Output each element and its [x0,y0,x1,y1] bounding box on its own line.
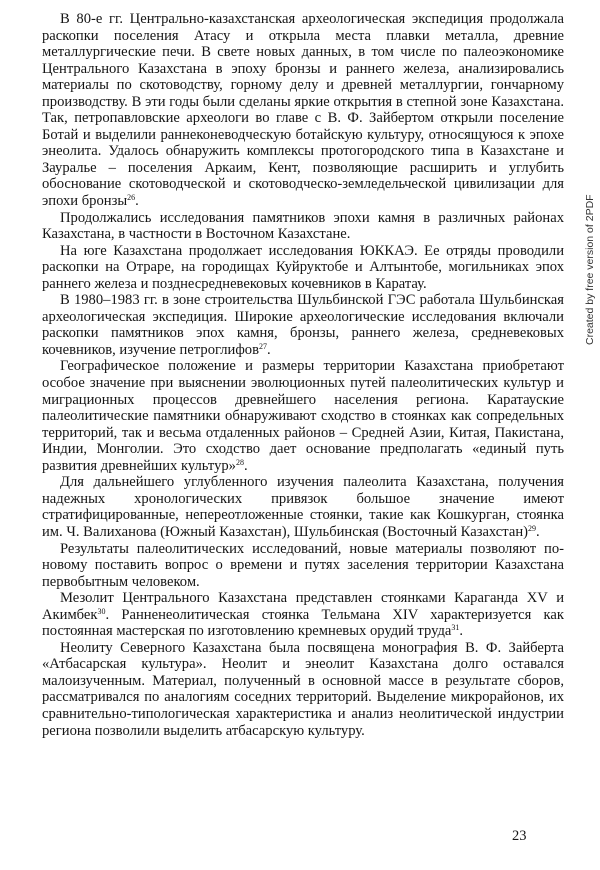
paragraph-3: На юге Казахстана продолжает исследования ЮККАЭ. Ее отряды проводили раскопки на Отраре, на городищах Куйруктобе и Алтынтобе, могильниках эпох раннего железа и позднесредневековых кочевников в Каратау. [42,242,564,292]
body-text [42,11,564,739]
paragraph-4: В 1980–1983 гг. в зоне строительства Шульбинской ГЭС работала Шульбинская археологическая экспедиция. Широкие археологические исследования включали раскопки памятников эпох камня, бронзы, раннего железа, средневековых кочевников, изучение петроглифов$^{27}$. [42,292,564,358]
paragraph-1: В 80-е гг. Центрально-казахстанская археологическая экспедиция продолжала раскопки поселения Атасу и открыла места плавки металла, древние металлургические печи. В свете новых данных, в том числе по палеоэкономике Центрального Казахстана в эпоху бронзы и раннего железа, анализировались материалы по скотоводству, горному делу и древней металлургии, гончарному производству. В эти годы были сделаны яркие открытия в степной зоне Казахстана. Так, петропавловские археологи во главе с В. Ф. Зайбертом открыли поселение Ботай и выделили раннеконеводческую ботайскую культуру, относящуюся к эпохе энеолита. Удалось обнаружить комплексы протогородского типа в Казахстане и Зауралье – поселения Аркаим, Кент, позволяющие расширить и углубить обоснование скотоводческой и скотоводческо-земледельческой цивилизации для эпохи бронзы$^{26}$. [42,11,564,210]
paragraph-9: Неолиту Северного Казахстана была посвящена монография В. Ф. Зайберта «Атбасарская культура». Неолит и энеолит Казахстана долго оставался малоизученным. Материал, полученный в основной массе в результате сборов, рассматривался по аналогиям соседних территорий. Выделение микрорайонов, их сравнительно-типологическая характеристика и анализ неолитической индустрии региона позволили выделить атбасарскую культуру. [42,639,564,739]
paragraph-7: Результаты палеолитических исследований, новые материалы позволяют по-новому поставить вопрос о времени и путях заселения территории Казахстана первобытным человеком. [42,540,564,590]
footnote-ref-27: 27 [258,341,267,351]
page-number: 23 [512,828,527,844]
footnote-ref-26: 26 [127,193,136,203]
paragraph-8: Мезолит Центрального Казахстана представлен стоянками Караганда XV и Акимбек$^{30}$. Ранненеолитическая стоянка Тельмана XIV характеризуется как постоянная мастерская по изготовлению кремневых орудий труда$^{31}$. [42,590,564,640]
footnote-ref-28: 28 [235,457,244,467]
footnote-ref-29: 29 [528,523,536,533]
pdf-watermark: Created by free version of 2PDF [584,194,596,345]
paragraph-6: Для дальнейшего углубленного изучения палеолита Казахстана, получения надежных хронологических привязок большое значение имеют стратифицированные, непереотложенные стоянки, такие как Кошкурган, стоянка им. Ч. Валиханова (Южный Казахстан), Шульбинская (Восточный Казахстан)$^{29}$. [42,474,564,540]
footnote-ref-31: 31 [451,623,460,633]
paragraph-2: Продолжались исследования памятников эпохи камня в различных районах Казахстана, в частности в Восточном Казахстане. [42,209,564,243]
paragraph-5: Географическое положение и размеры территории Казахстана приобретают особое значение при выяснении эволюционных путей палеолитических культур и миграционных процессов древнейшего населения региона. Каратауские палеолитические памятники обнаруживают сходство в стоянках как сопредельных территорий, так и весьма отдаленных районов – Средней Азии, Китая, Пакистана, Индии, Монголии. Это сходство дает основание предполагать «единый путь развития древнейших культур»$^{28}$. [42,358,564,474]
footnote-ref-30: 30 [97,606,106,616]
